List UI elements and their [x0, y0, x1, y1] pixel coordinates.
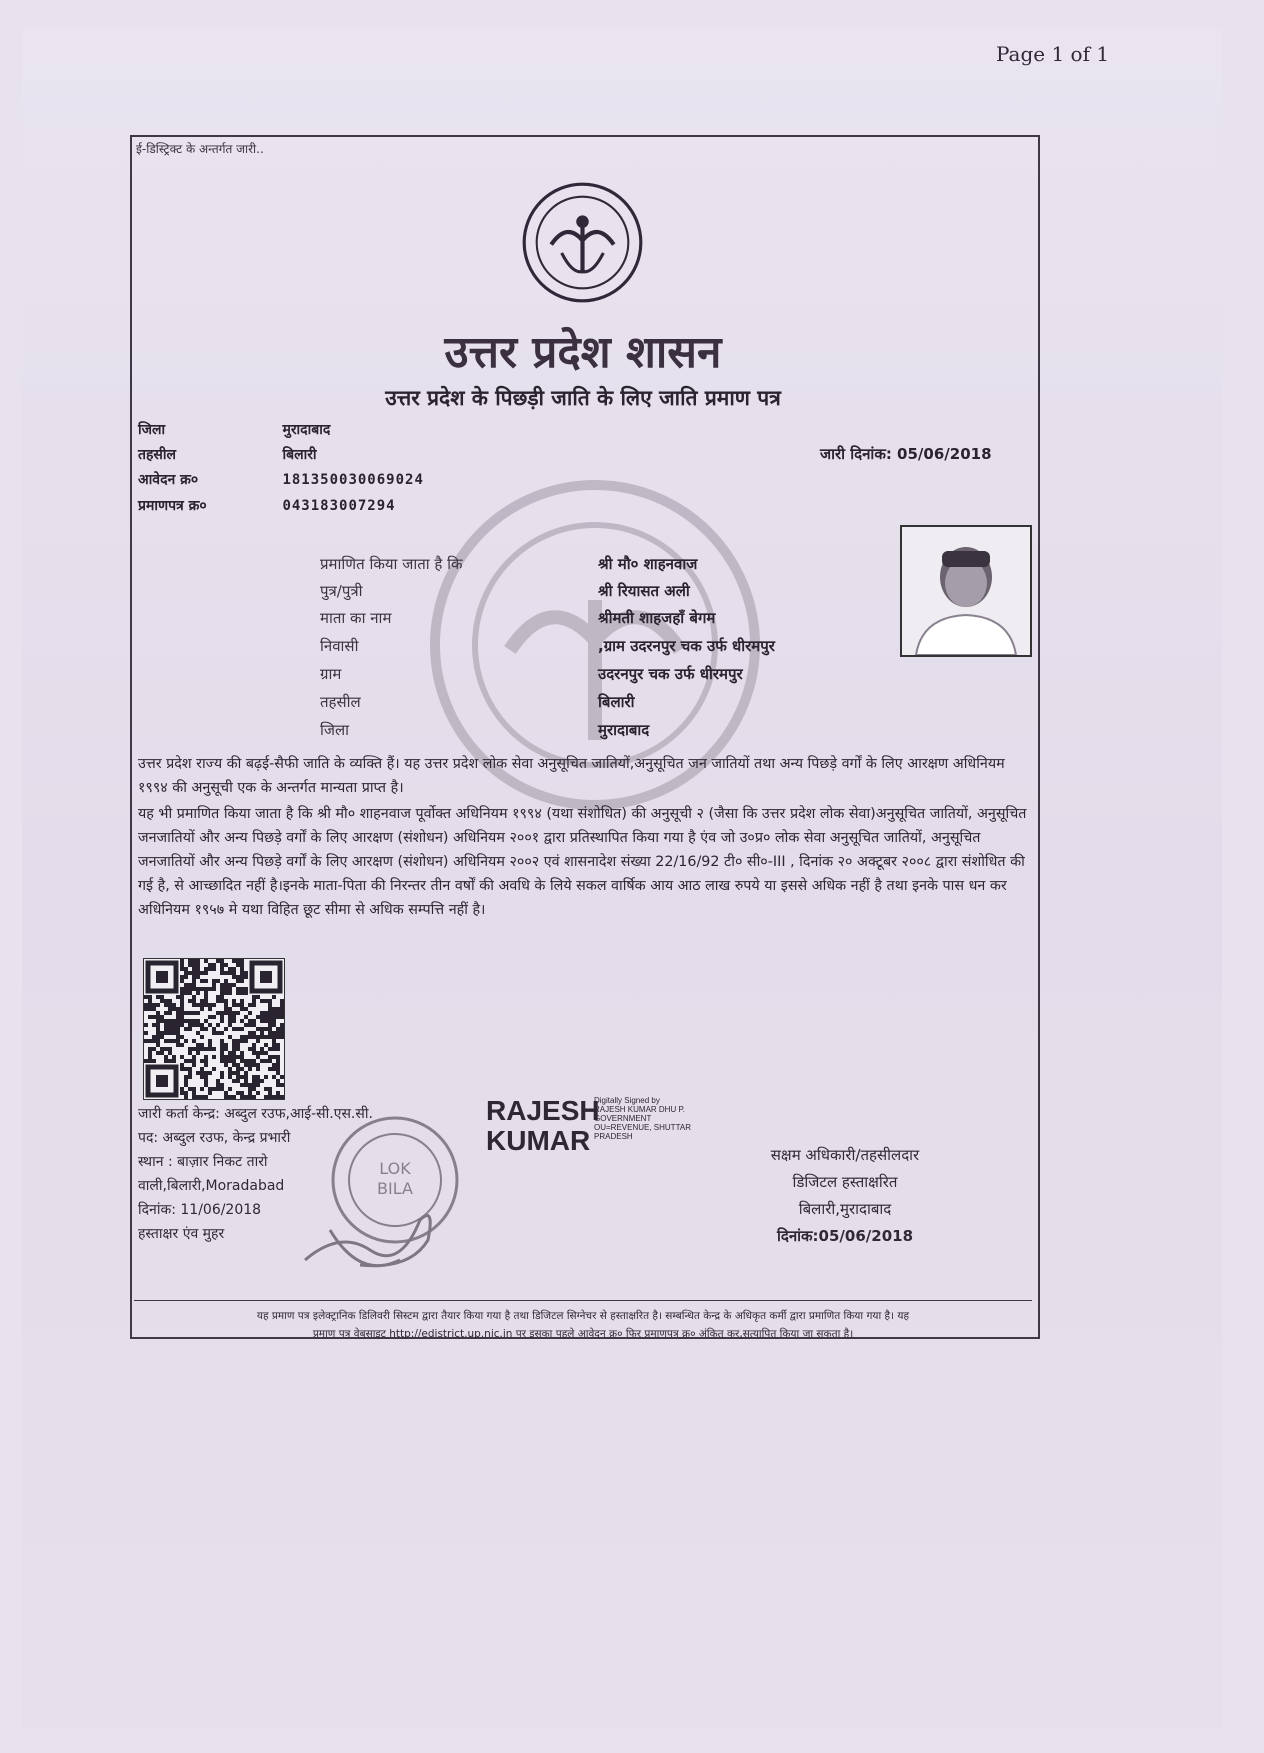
signer-name: KUMAR [486, 1125, 591, 1156]
detail-value: मुरादाबाद [598, 721, 650, 739]
meta-certificate-no [138, 496, 396, 515]
detail-value: श्री रियासत अली [598, 582, 690, 600]
detail-label: तहसील [320, 693, 361, 711]
meta-value: बिलारी [282, 447, 317, 463]
issuer-date: दिनांक: 11/06/2018 [138, 1202, 262, 1218]
footer-line: यह प्रमाण पत्र इलेक्ट्रानिक डिलिवरी सिस्टम द्वारा तैयार किया गया है तथा डिजिटल सिग्नेचर से हस्ताक्षरित है। सम्बन्धित केन्द्र के अधिकृत कर्मी द्वारा प्रमाणित किया गया है। यह [256, 1310, 910, 1322]
qr-code [143, 958, 285, 1100]
footer-line: प्रमाण पत्र वेबसाइट http://edistrict.up.nic.in पर इसका पहले आवेदन क्र० फिर प्रमाणपत्र क्र० अंकित कर,सत्यापित किया जा सकता है। [312, 1328, 854, 1340]
person-icon [902, 527, 1030, 655]
authority-block [760, 1142, 930, 1250]
applicant-photo [900, 525, 1032, 657]
detail-value: उदरनपुर चक उर्फ धीरमपुर [598, 665, 743, 683]
detail-value: बिलारी [598, 693, 635, 711]
meta-label: जिला [138, 422, 166, 438]
meta-label: तहसील [138, 447, 176, 463]
signer-name: RAJESH [486, 1095, 600, 1126]
meta-district [138, 420, 330, 439]
page-number: Page 1 of 1 [996, 42, 1110, 66]
detail-label: प्रमाणित किया जाता है कि [320, 555, 463, 573]
authority-line: डिजिटल हस्ताक्षरित [792, 1173, 898, 1191]
issuer-sign-label: हस्ताक्षर एंव मुहर [138, 1226, 225, 1242]
detail-label: ग्राम [320, 665, 342, 683]
signature-line: PRADESH [594, 1132, 633, 1141]
document-title: उत्तर प्रदेश शासन [444, 327, 722, 378]
detail-label: निवासी [320, 637, 359, 655]
detail-label: जिला [320, 721, 350, 739]
meta-tehsil [138, 445, 317, 464]
stamp-text: BILA [377, 1179, 413, 1198]
up-state-emblem-icon [520, 180, 645, 305]
caste-paragraph: उत्तर प्रदेश राज्य की बढ़ई-सैफी जाति के व्यक्ति हैं। यह उत्तर प्रदेश लोक सेवा अनुसूचित जातियों,अनुसूचित जन जातियों तथा अन्य पिछड़े वर्गों के लिए आरक्षण अधिनियम १९९४ की अनुसूची एक के अन्तर्गत मान्यता प्राप्त है। [138, 756, 1005, 796]
issuer-place: वाली,बिलारी,Moradabad [138, 1178, 285, 1194]
meta-label: आवेदन क्र० [138, 472, 199, 488]
issue-date: जारी दिनांक: 05/06/2018 [820, 445, 992, 463]
authority-line: सक्षम अधिकारी/तहसीलदार [770, 1146, 920, 1164]
detail-value: श्रीमती शाहजहाँ बेगम [598, 609, 716, 627]
detail-label: पुत्र/पुत्री [320, 582, 363, 600]
meta-label: प्रमाणपत्र क्र० [138, 498, 207, 514]
meta-value: 181350030069024 [282, 472, 424, 488]
authority-date: दिनांक:05/06/2018 [776, 1227, 914, 1245]
meta-value: 043183007294 [282, 498, 396, 514]
signature-line: GOVERNMENT [594, 1114, 652, 1123]
issuer-place: स्थान : बाज़ार निकट तारो [138, 1154, 268, 1170]
detail-label: माता का नाम [320, 609, 392, 627]
meta-application-no [138, 470, 424, 489]
digital-signature [486, 1095, 691, 1156]
meta-value: मुरादाबाद [282, 422, 331, 438]
issuer-post: पद: अब्दुल रउफ, केन्द्र प्रभारी [138, 1130, 291, 1146]
signature-line: OU=REVENUE, SHUTTAR [594, 1123, 691, 1132]
edistrict-note: ई-डिस्ट्रिक्ट के अन्तर्गत जारी.. [136, 142, 264, 156]
office-stamp [300, 1110, 470, 1290]
certification-paragraph: यह भी प्रमाणित किया जाता है कि श्री मौ० शाहनवाज पूर्वोक्त अधिनियम १९९४ (यथा संशोधित) की अनुसूची २ (जैसा कि उत्तर प्रदेश लोक सेवा)अनुसूचित जातियों, अनुसूचित जनजातियों और अन्य पिछड़े वर्गों के लिए आरक्षण (संशोधन) अधिनियम २००१ द्वारा प्रतिस्थापित किया गया है एंव जो उ०प्र० लोक सेवा अनुसूचित जातियों, अनुसूचित जनजातियों और अन्य पिछड़े वर्गों के लिए आरक्षण (संशोधन) अधिनियम २००२ एवं शासनादेश संख्या 22/16/92 टी० सी०-III , दिनांक २० अक्टूबर २००८ द्वारा संशोधित की गई है, से आच्छादित नहीं है।इनके माता-पिता की निरन्तर तीन वर्षों की अवधि के लिये सकल वार्षिक आय आठ लाख रुपये या इससे अधिक नहीं है तथा इनके पास धन कर अधिनियम १९५७ मे यथा विहित छूट सीमा से अधिक सम्पत्ति नहीं है। [138, 806, 1027, 918]
signature-details [594, 1096, 714, 1141]
stamp-text: LOK [379, 1159, 411, 1178]
signature-line: Digitally Signed by [594, 1096, 660, 1105]
detail-value: ,ग्राम उदरनपुर चक उर्फ धीरमपुर [598, 637, 775, 655]
document-subtitle: उत्तर प्रदेश के पिछड़ी जाति के लिए जाति प्रमाण पत्र [385, 386, 781, 410]
detail-value: श्री मौ० शाहनवाज [598, 555, 698, 573]
authority-line: बिलारी,मुरादाबाद [798, 1200, 892, 1218]
signature-line: RAJESH KUMAR DHU P. [594, 1105, 685, 1114]
footer-note [134, 1300, 1032, 1343]
issuer-center: जारी कर्ता केन्द्र: अब्दुल रउफ,आई-सी.एस.सी. [138, 1106, 373, 1122]
